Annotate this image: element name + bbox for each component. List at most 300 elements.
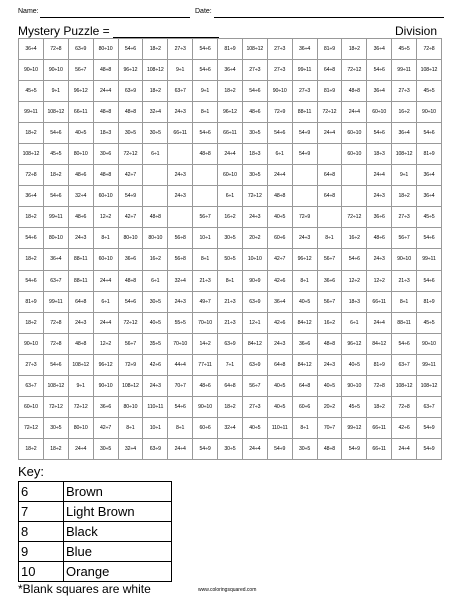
grid-cell[interactable]: 24÷4 <box>342 102 367 123</box>
grid-cell[interactable]: 42÷6 <box>267 312 292 333</box>
grid-cell[interactable]: 27÷3 <box>392 81 417 102</box>
grid-cell[interactable]: 8÷1 <box>392 291 417 312</box>
grid-cell[interactable]: 36÷6 <box>292 333 317 354</box>
grid-cell[interactable]: 27÷3 <box>267 60 292 81</box>
grid-cell[interactable]: 63÷7 <box>168 81 193 102</box>
grid-cell[interactable]: 48÷6 <box>68 165 93 186</box>
grid-cell[interactable]: 80÷10 <box>143 228 168 249</box>
grid-cell[interactable]: 56÷8 <box>168 228 193 249</box>
grid-cell[interactable]: 72÷9 <box>118 354 143 375</box>
grid-cell[interactable]: 45÷5 <box>417 207 442 228</box>
grid-cell[interactable]: 32÷4 <box>118 438 143 459</box>
grid-cell[interactable]: 36÷6 <box>93 396 118 417</box>
grid-cell[interactable]: 21÷3 <box>392 270 417 291</box>
grid-cell[interactable]: 16÷2 <box>392 102 417 123</box>
grid-cell[interactable] <box>143 165 168 186</box>
grid-cell[interactable]: 54÷6 <box>43 186 68 207</box>
grid-cell[interactable]: 72÷12 <box>68 396 93 417</box>
grid-cell[interactable]: 18÷2 <box>19 249 44 270</box>
grid-cell[interactable]: 72÷12 <box>342 207 367 228</box>
grid-cell[interactable]: 6÷1 <box>342 312 367 333</box>
grid-cell[interactable]: 10÷1 <box>193 228 218 249</box>
grid-cell[interactable] <box>292 165 317 186</box>
grid-cell[interactable]: 40÷5 <box>317 375 342 396</box>
grid-cell[interactable]: 72÷9 <box>267 102 292 123</box>
grid-cell[interactable]: 40÷5 <box>68 123 93 144</box>
grid-cell[interactable]: 24÷4 <box>168 438 193 459</box>
grid-cell[interactable]: 54÷9 <box>118 186 143 207</box>
grid-cell[interactable]: 63÷9 <box>68 39 93 60</box>
grid-cell[interactable]: 6÷1 <box>267 144 292 165</box>
grid-cell[interactable]: 48÷8 <box>193 144 218 165</box>
grid-cell[interactable]: 90÷10 <box>193 396 218 417</box>
grid-cell[interactable]: 24÷4 <box>317 123 342 144</box>
grid-cell[interactable]: 24÷3 <box>168 165 193 186</box>
grid-cell[interactable]: 12÷2 <box>93 207 118 228</box>
grid-cell[interactable]: 30÷5 <box>218 228 243 249</box>
grid-cell[interactable]: 72÷12 <box>242 186 267 207</box>
grid-cell[interactable]: 24÷4 <box>218 144 243 165</box>
grid-cell[interactable]: 54÷6 <box>168 396 193 417</box>
grid-cell[interactable]: 36÷6 <box>367 207 392 228</box>
grid-cell[interactable]: 72÷8 <box>392 396 417 417</box>
grid-cell[interactable]: 24÷3 <box>68 228 93 249</box>
grid-cell[interactable]: 64÷8 <box>317 165 342 186</box>
name-field-line[interactable] <box>40 17 190 18</box>
grid-cell[interactable]: 54÷6 <box>417 228 442 249</box>
grid-cell[interactable]: 108÷12 <box>43 102 68 123</box>
answer-blank[interactable] <box>113 27 219 38</box>
grid-cell[interactable]: 36÷4 <box>19 186 44 207</box>
grid-cell[interactable]: 18÷3 <box>242 144 267 165</box>
grid-cell[interactable]: 88÷11 <box>68 249 93 270</box>
grid-cell[interactable]: 24÷4 <box>93 81 118 102</box>
grid-cell[interactable]: 90÷10 <box>392 249 417 270</box>
grid-cell[interactable]: 9÷1 <box>193 81 218 102</box>
grid-cell[interactable]: 54÷6 <box>392 333 417 354</box>
grid-cell[interactable]: 70÷10 <box>168 333 193 354</box>
grid-cell[interactable]: 24÷4 <box>367 312 392 333</box>
grid-cell[interactable]: 72÷8 <box>43 39 68 60</box>
grid-cell[interactable]: 48÷6 <box>367 228 392 249</box>
grid-cell[interactable]: 42÷6 <box>267 270 292 291</box>
grid-cell[interactable]: 18÷2 <box>342 39 367 60</box>
grid-cell[interactable]: 24÷3 <box>168 291 193 312</box>
grid-cell[interactable]: 66÷11 <box>367 291 392 312</box>
grid-cell[interactable]: 14÷2 <box>193 333 218 354</box>
grid-cell[interactable]: 9÷1 <box>43 81 68 102</box>
grid-cell[interactable]: 54÷6 <box>118 291 143 312</box>
grid-cell[interactable]: 84÷12 <box>292 312 317 333</box>
grid-cell[interactable]: 54÷9 <box>193 438 218 459</box>
grid-cell[interactable]: 96÷12 <box>93 354 118 375</box>
grid-cell[interactable]: 48÷8 <box>342 81 367 102</box>
grid-cell[interactable]: 56÷7 <box>317 291 342 312</box>
grid-cell[interactable]: 24÷3 <box>367 186 392 207</box>
grid-cell[interactable]: 10÷1 <box>143 417 168 438</box>
grid-cell[interactable] <box>193 186 218 207</box>
grid-cell[interactable]: 90÷10 <box>19 60 44 81</box>
grid-cell[interactable]: 24÷4 <box>267 165 292 186</box>
grid-cell[interactable]: 48÷8 <box>93 102 118 123</box>
grid-cell[interactable]: 66÷11 <box>218 123 243 144</box>
grid-cell[interactable]: 63÷7 <box>43 270 68 291</box>
grid-cell[interactable]: 24÷3 <box>68 312 93 333</box>
grid-cell[interactable]: 110÷11 <box>267 417 292 438</box>
grid-cell[interactable]: 30÷5 <box>143 123 168 144</box>
grid-cell[interactable]: 63÷7 <box>19 375 44 396</box>
grid-cell[interactable]: 108÷12 <box>118 375 143 396</box>
grid-cell[interactable]: 18÷2 <box>218 396 243 417</box>
grid-cell[interactable]: 30÷5 <box>218 438 243 459</box>
grid-cell[interactable]: 24÷3 <box>367 249 392 270</box>
grid-cell[interactable]: 18÷2 <box>392 186 417 207</box>
grid-cell[interactable]: 60÷6 <box>193 417 218 438</box>
grid-cell[interactable]: 84÷12 <box>367 333 392 354</box>
grid-cell[interactable]: 70÷10 <box>193 312 218 333</box>
grid-cell[interactable]: 81÷9 <box>19 291 44 312</box>
grid-cell[interactable]: 108÷12 <box>417 375 442 396</box>
grid-cell[interactable]: 36÷4 <box>417 165 442 186</box>
grid-cell[interactable]: 72÷12 <box>342 60 367 81</box>
grid-cell[interactable]: 54÷6 <box>193 39 218 60</box>
grid-cell[interactable]: 42÷7 <box>118 207 143 228</box>
grid-cell[interactable]: 48÷8 <box>317 333 342 354</box>
grid-cell[interactable]: 54÷6 <box>417 123 442 144</box>
grid-cell[interactable]: 72÷8 <box>19 165 44 186</box>
grid-cell[interactable]: 54÷9 <box>417 417 442 438</box>
grid-cell[interactable]: 96÷12 <box>68 81 93 102</box>
grid-cell[interactable]: 77÷11 <box>193 354 218 375</box>
grid-cell[interactable]: 8÷1 <box>193 249 218 270</box>
grid-cell[interactable]: 36÷4 <box>267 291 292 312</box>
grid-cell[interactable]: 48÷8 <box>317 438 342 459</box>
grid-cell[interactable]: 99÷11 <box>43 207 68 228</box>
grid-cell[interactable]: 60÷10 <box>19 396 44 417</box>
grid-cell[interactable]: 80÷10 <box>118 396 143 417</box>
grid-cell[interactable] <box>143 186 168 207</box>
grid-cell[interactable]: 54÷6 <box>43 123 68 144</box>
grid-cell[interactable]: 30÷5 <box>143 291 168 312</box>
grid-cell[interactable]: 27÷3 <box>242 60 267 81</box>
grid-cell[interactable]: 20÷2 <box>242 228 267 249</box>
grid-cell[interactable]: 96÷12 <box>118 60 143 81</box>
grid-cell[interactable]: 48÷6 <box>242 102 267 123</box>
grid-cell[interactable]: 16÷2 <box>342 228 367 249</box>
grid-cell[interactable]: 63÷7 <box>417 396 442 417</box>
grid-cell[interactable] <box>317 144 342 165</box>
grid-cell[interactable]: 108÷12 <box>392 375 417 396</box>
grid-cell[interactable]: 36÷4 <box>367 81 392 102</box>
grid-cell[interactable]: 16÷2 <box>218 207 243 228</box>
grid-cell[interactable]: 24÷4 <box>242 438 267 459</box>
grid-cell[interactable]: 24÷3 <box>168 102 193 123</box>
grid-cell[interactable]: 108÷12 <box>417 60 442 81</box>
grid-cell[interactable]: 56÷7 <box>317 249 342 270</box>
grid-cell[interactable]: 90÷10 <box>43 60 68 81</box>
grid-cell[interactable]: 48÷8 <box>68 333 93 354</box>
grid-cell[interactable]: 42÷7 <box>118 165 143 186</box>
grid-cell[interactable]: 32÷4 <box>218 417 243 438</box>
grid-cell[interactable]: 81÷9 <box>367 354 392 375</box>
grid-cell[interactable]: 36÷6 <box>317 270 342 291</box>
grid-cell[interactable]: 55÷5 <box>168 312 193 333</box>
grid-cell[interactable]: 21÷3 <box>193 270 218 291</box>
grid-cell[interactable]: 44÷4 <box>168 354 193 375</box>
grid-cell[interactable]: 45÷5 <box>417 81 442 102</box>
grid-cell[interactable]: 90÷10 <box>417 333 442 354</box>
grid-cell[interactable] <box>292 186 317 207</box>
grid-cell[interactable]: 40÷5 <box>342 354 367 375</box>
grid-cell[interactable]: 96÷12 <box>342 333 367 354</box>
grid-cell[interactable]: 24÷3 <box>168 186 193 207</box>
grid-cell[interactable]: 54÷6 <box>193 123 218 144</box>
grid-cell[interactable]: 40÷5 <box>292 291 317 312</box>
grid-cell[interactable]: 18÷2 <box>19 312 44 333</box>
grid-cell[interactable]: 45÷5 <box>342 396 367 417</box>
grid-cell[interactable] <box>168 144 193 165</box>
grid-cell[interactable]: 24÷4 <box>367 165 392 186</box>
grid-cell[interactable]: 84÷12 <box>292 354 317 375</box>
grid-cell[interactable]: 54÷6 <box>19 270 44 291</box>
grid-cell[interactable]: 12÷2 <box>342 270 367 291</box>
grid-cell[interactable]: 32÷4 <box>168 270 193 291</box>
grid-cell[interactable]: 64÷8 <box>218 375 243 396</box>
grid-cell[interactable]: 36÷4 <box>417 186 442 207</box>
grid-cell[interactable]: 108÷12 <box>19 144 44 165</box>
grid-cell[interactable]: 72÷9 <box>292 207 317 228</box>
grid-cell[interactable]: 90÷10 <box>19 333 44 354</box>
grid-cell[interactable]: 42÷7 <box>93 417 118 438</box>
grid-cell[interactable]: 45÷5 <box>19 81 44 102</box>
grid-cell[interactable]: 84÷12 <box>242 333 267 354</box>
grid-cell[interactable]: 72÷8 <box>43 333 68 354</box>
grid-cell[interactable]: 48÷8 <box>118 270 143 291</box>
grid-cell[interactable]: 36÷4 <box>392 123 417 144</box>
grid-cell[interactable]: 72÷12 <box>118 312 143 333</box>
grid-cell[interactable]: 54÷9 <box>267 438 292 459</box>
grid-cell[interactable]: 66÷11 <box>367 438 392 459</box>
grid-cell[interactable]: 30÷5 <box>242 165 267 186</box>
grid-cell[interactable]: 60÷6 <box>292 396 317 417</box>
grid-cell[interactable]: 56÷7 <box>392 228 417 249</box>
grid-cell[interactable]: 108÷12 <box>143 60 168 81</box>
grid-cell[interactable]: 48÷8 <box>93 60 118 81</box>
grid-cell[interactable]: 42÷6 <box>143 354 168 375</box>
grid-cell[interactable]: 30÷5 <box>242 123 267 144</box>
grid-cell[interactable]: 30÷5 <box>292 438 317 459</box>
grid-cell[interactable]: 54÷9 <box>292 123 317 144</box>
grid-cell[interactable]: 108÷12 <box>68 354 93 375</box>
grid-cell[interactable]: 9÷1 <box>68 375 93 396</box>
grid-cell[interactable]: 72÷12 <box>317 102 342 123</box>
grid-cell[interactable]: 45÷5 <box>417 312 442 333</box>
grid-cell[interactable]: 60÷10 <box>93 249 118 270</box>
grid-cell[interactable]: 32÷4 <box>68 186 93 207</box>
grid-cell[interactable]: 72÷8 <box>43 312 68 333</box>
grid-cell[interactable]: 54÷6 <box>367 123 392 144</box>
grid-cell[interactable]: 88÷11 <box>68 270 93 291</box>
grid-cell[interactable] <box>193 165 218 186</box>
grid-cell[interactable]: 108÷12 <box>392 144 417 165</box>
grid-cell[interactable]: 60÷10 <box>342 123 367 144</box>
grid-cell[interactable] <box>342 165 367 186</box>
grid-cell[interactable]: 64÷8 <box>267 354 292 375</box>
grid-cell[interactable]: 30÷5 <box>43 417 68 438</box>
grid-cell[interactable]: 66÷11 <box>68 102 93 123</box>
grid-cell[interactable]: 54÷6 <box>19 228 44 249</box>
grid-cell[interactable]: 8÷1 <box>292 270 317 291</box>
date-field-line[interactable] <box>214 17 444 18</box>
grid-cell[interactable]: 54÷6 <box>267 123 292 144</box>
grid-cell[interactable]: 18÷2 <box>143 81 168 102</box>
grid-cell[interactable]: 66÷11 <box>367 417 392 438</box>
grid-cell[interactable]: 54÷6 <box>242 81 267 102</box>
grid-cell[interactable]: 110÷11 <box>143 396 168 417</box>
grid-cell[interactable]: 60÷10 <box>218 165 243 186</box>
grid-cell[interactable]: 48÷8 <box>93 165 118 186</box>
grid-cell[interactable]: 24÷4 <box>93 312 118 333</box>
grid-cell[interactable]: 18÷2 <box>19 123 44 144</box>
grid-cell[interactable]: 60÷10 <box>93 186 118 207</box>
grid-cell[interactable]: 60÷10 <box>367 102 392 123</box>
grid-cell[interactable]: 72÷12 <box>19 417 44 438</box>
grid-cell[interactable]: 90÷10 <box>267 81 292 102</box>
grid-cell[interactable]: 8÷1 <box>93 228 118 249</box>
grid-cell[interactable]: 56÷8 <box>168 249 193 270</box>
grid-cell[interactable]: 40÷5 <box>267 396 292 417</box>
grid-cell[interactable]: 66÷11 <box>168 123 193 144</box>
grid-cell[interactable]: 36÷4 <box>367 39 392 60</box>
grid-cell[interactable]: 9÷1 <box>392 165 417 186</box>
grid-cell[interactable]: 63÷9 <box>218 333 243 354</box>
grid-cell[interactable]: 60÷6 <box>267 228 292 249</box>
grid-cell[interactable]: 99÷11 <box>417 249 442 270</box>
grid-cell[interactable]: 81÷9 <box>218 39 243 60</box>
grid-cell[interactable]: 56÷7 <box>193 207 218 228</box>
grid-cell[interactable]: 36÷4 <box>292 39 317 60</box>
grid-cell[interactable]: 54÷6 <box>342 249 367 270</box>
grid-cell[interactable]: 70÷7 <box>168 375 193 396</box>
grid-cell[interactable]: 63÷9 <box>242 291 267 312</box>
grid-cell[interactable]: 80÷10 <box>93 39 118 60</box>
grid-cell[interactable]: 12÷1 <box>242 312 267 333</box>
grid-cell[interactable]: 24÷4 <box>93 270 118 291</box>
grid-cell[interactable]: 99÷11 <box>292 60 317 81</box>
grid-cell[interactable]: 54÷6 <box>417 270 442 291</box>
grid-cell[interactable]: 32÷4 <box>143 102 168 123</box>
grid-cell[interactable]: 99÷11 <box>43 291 68 312</box>
grid-cell[interactable]: 64÷8 <box>68 291 93 312</box>
grid-cell[interactable]: 16÷2 <box>317 312 342 333</box>
grid-cell[interactable]: 40÷5 <box>267 375 292 396</box>
grid-cell[interactable]: 20÷2 <box>317 396 342 417</box>
grid-cell[interactable]: 10÷10 <box>242 249 267 270</box>
grid-cell[interactable]: 6÷1 <box>143 270 168 291</box>
grid-cell[interactable]: 40÷5 <box>143 312 168 333</box>
grid-cell[interactable]: 27÷3 <box>19 354 44 375</box>
grid-cell[interactable]: 36÷6 <box>118 249 143 270</box>
grid-cell[interactable]: 90÷10 <box>93 375 118 396</box>
grid-cell[interactable]: 18÷2 <box>43 438 68 459</box>
grid-cell[interactable]: 56÷7 <box>118 333 143 354</box>
grid-cell[interactable]: 12÷2 <box>93 333 118 354</box>
grid-cell[interactable]: 42÷6 <box>392 417 417 438</box>
grid-cell[interactable]: 54÷6 <box>193 60 218 81</box>
grid-cell[interactable]: 8÷1 <box>218 270 243 291</box>
grid-cell[interactable]: 36÷4 <box>218 60 243 81</box>
grid-cell[interactable]: 72÷8 <box>417 39 442 60</box>
grid-cell[interactable]: 36÷4 <box>19 39 44 60</box>
grid-cell[interactable]: 60÷10 <box>342 144 367 165</box>
grid-cell[interactable]: 7÷1 <box>218 354 243 375</box>
grid-cell[interactable]: 99÷11 <box>19 102 44 123</box>
grid-cell[interactable]: 64÷8 <box>292 375 317 396</box>
grid-cell[interactable]: 81÷9 <box>417 144 442 165</box>
grid-cell[interactable]: 24÷3 <box>267 333 292 354</box>
grid-cell[interactable]: 18÷2 <box>19 207 44 228</box>
grid-cell[interactable]: 63÷9 <box>143 438 168 459</box>
grid-cell[interactable]: 30÷5 <box>93 438 118 459</box>
grid-cell[interactable]: 24÷4 <box>68 438 93 459</box>
grid-cell[interactable]: 90÷10 <box>342 375 367 396</box>
grid-cell[interactable]: 48÷6 <box>68 207 93 228</box>
grid-cell[interactable]: 72÷12 <box>43 396 68 417</box>
grid-cell[interactable]: 108÷12 <box>242 39 267 60</box>
grid-cell[interactable]: 54÷6 <box>367 60 392 81</box>
grid-cell[interactable]: 88÷11 <box>292 102 317 123</box>
grid-cell[interactable] <box>317 207 342 228</box>
grid-cell[interactable]: 8÷1 <box>292 417 317 438</box>
grid-cell[interactable]: 18÷2 <box>367 396 392 417</box>
grid-cell[interactable]: 18÷2 <box>19 438 44 459</box>
grid-cell[interactable]: 80÷10 <box>68 417 93 438</box>
grid-cell[interactable]: 56÷7 <box>68 60 93 81</box>
grid-cell[interactable]: 18÷2 <box>143 39 168 60</box>
grid-cell[interactable]: 54÷9 <box>342 438 367 459</box>
grid-cell[interactable]: 8÷1 <box>317 228 342 249</box>
grid-cell[interactable]: 63÷9 <box>118 81 143 102</box>
grid-cell[interactable]: 48÷8 <box>143 207 168 228</box>
grid-cell[interactable]: 21÷3 <box>218 291 243 312</box>
grid-cell[interactable]: 9÷1 <box>168 60 193 81</box>
grid-cell[interactable]: 27÷3 <box>292 81 317 102</box>
grid-cell[interactable]: 108÷12 <box>43 375 68 396</box>
grid-cell[interactable]: 8÷1 <box>193 102 218 123</box>
grid-cell[interactable]: 54÷6 <box>118 39 143 60</box>
grid-cell[interactable]: 45÷5 <box>43 144 68 165</box>
grid-cell[interactable]: 24÷3 <box>242 207 267 228</box>
grid-cell[interactable]: 48÷8 <box>118 102 143 123</box>
grid-cell[interactable]: 6÷1 <box>143 144 168 165</box>
grid-cell[interactable]: 54÷6 <box>43 354 68 375</box>
grid-cell[interactable]: 50÷5 <box>218 249 243 270</box>
grid-cell[interactable]: 6÷1 <box>93 291 118 312</box>
grid-cell[interactable]: 24÷3 <box>317 354 342 375</box>
grid-cell[interactable]: 63÷7 <box>392 354 417 375</box>
grid-cell[interactable]: 35÷5 <box>143 333 168 354</box>
grid-cell[interactable]: 90÷10 <box>417 102 442 123</box>
grid-cell[interactable]: 18÷2 <box>218 81 243 102</box>
grid-cell[interactable]: 18÷3 <box>342 291 367 312</box>
grid-cell[interactable]: 24÷3 <box>292 228 317 249</box>
grid-cell[interactable]: 63÷9 <box>242 354 267 375</box>
grid-cell[interactable]: 49÷7 <box>193 291 218 312</box>
grid-cell[interactable]: 81÷9 <box>317 81 342 102</box>
grid-cell[interactable]: 56÷7 <box>242 375 267 396</box>
grid-cell[interactable]: 96÷12 <box>292 249 317 270</box>
grid-cell[interactable]: 80÷10 <box>118 228 143 249</box>
